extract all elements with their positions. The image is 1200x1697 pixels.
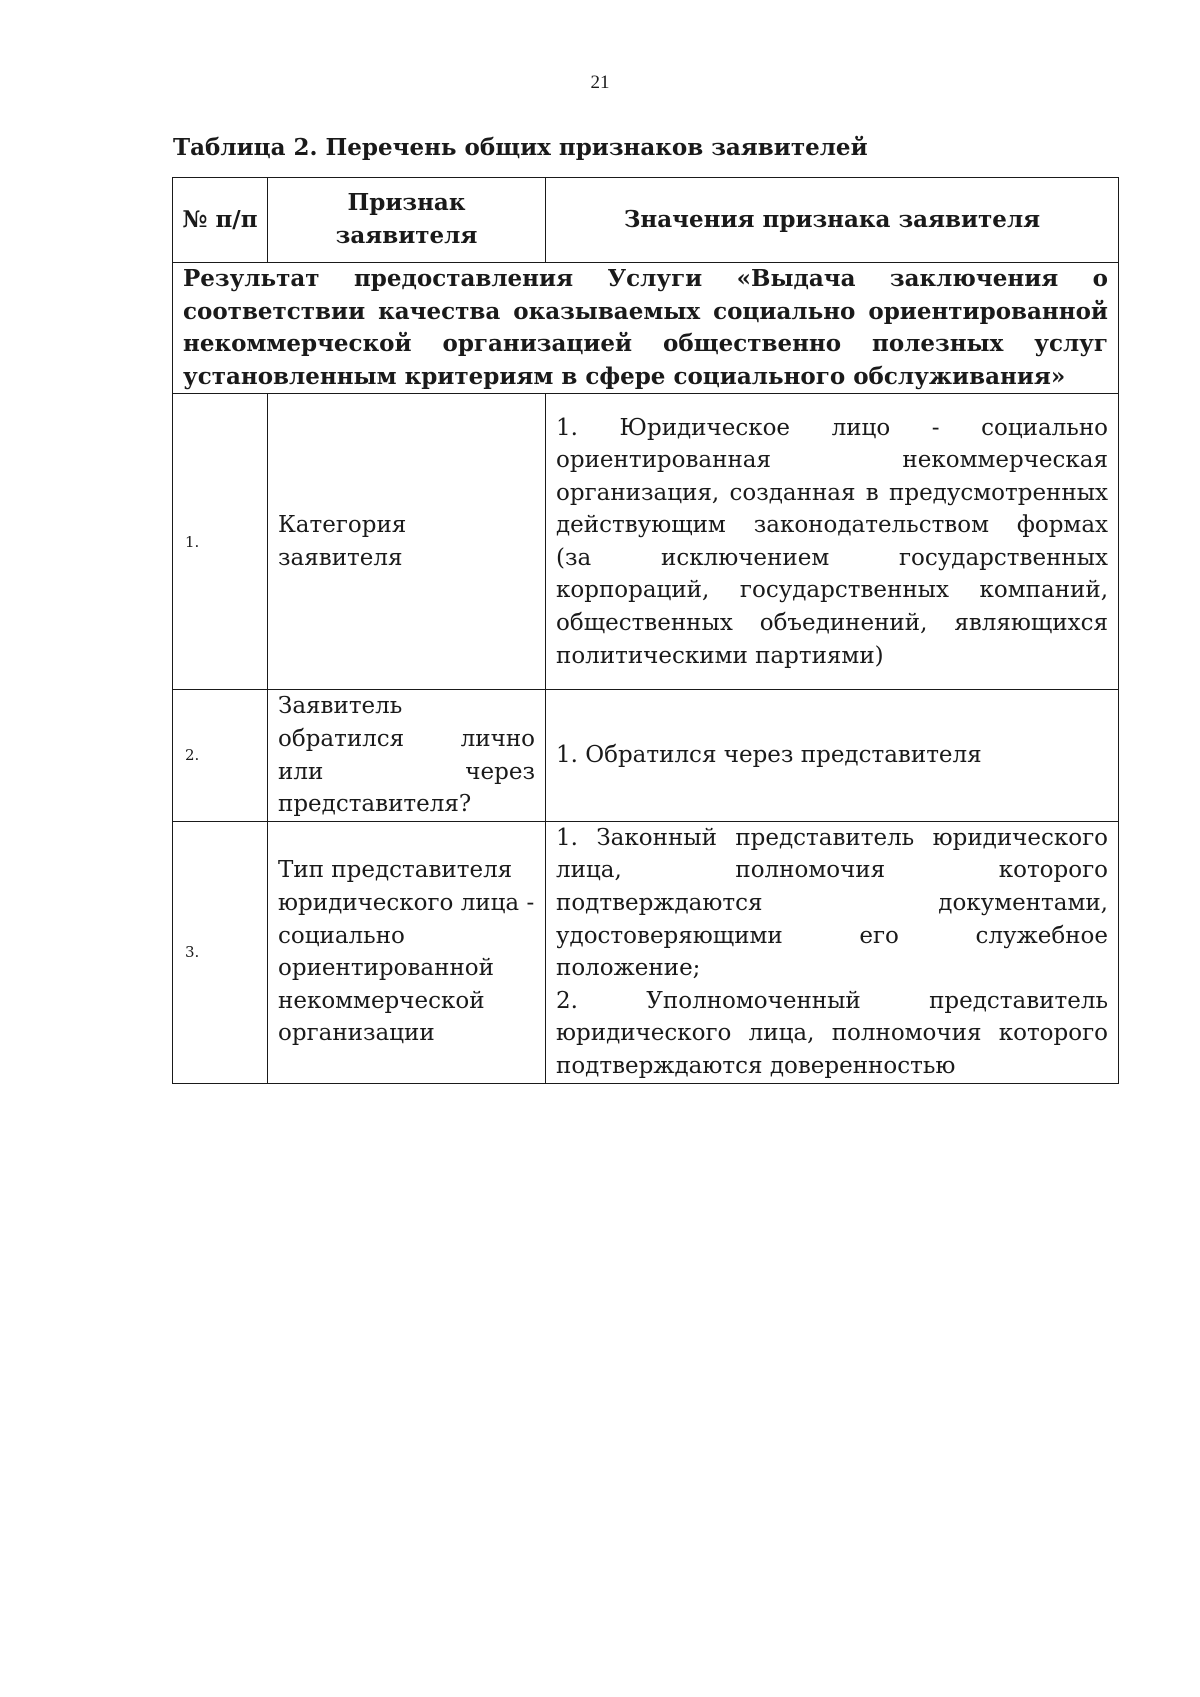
row-value: 1. Обратился через представителя [556, 742, 982, 769]
row-number: 2. [173, 690, 268, 821]
section-title: Результат предоставления Услуги «Выдача заключения о соответствии качества оказываемых социально ориентированной некоммерческой организацией общественно полезных услуг установленным критериям в сфере социального обслуживания» [173, 263, 1119, 394]
page-number: 21 [590, 72, 610, 93]
table-row [173, 821, 1119, 1083]
row-values [546, 821, 1119, 1083]
row-attribute: Заявитель обратился лично или через представителя? [268, 690, 546, 821]
table-row [173, 690, 1119, 821]
row-value: 1. Законный представитель юридического лица, полномочия которого подтверждаются документами, удостоверяющими его служебное положение; [556, 824, 1108, 982]
header-num: № п/п [173, 178, 268, 263]
row-attribute: Тип представителя юридического лица - социально ориентированной некоммерческой организации [268, 821, 546, 1083]
row-values [546, 690, 1119, 821]
row-number: 1. [173, 394, 268, 690]
applicant-attributes-table [172, 177, 1119, 1084]
row-value: 1. Юридическое лицо - социально ориентированная некоммерческая организация, созданная в предусмотренных действующим законодательством формах (за исключением государственных корпораций, государственных компаний, общественных объединений, являющихся политическими партиями) [556, 414, 1108, 669]
section-row [173, 263, 1119, 394]
row-attribute: Категория заявителя [268, 394, 546, 690]
row-values [546, 394, 1119, 690]
header-attribute: Признак заявителя [268, 178, 546, 263]
header-values: Значения признака заявителя [546, 178, 1119, 263]
table-row [173, 394, 1119, 690]
row-number: 3. [173, 821, 268, 1083]
table-title: Таблица 2. Перечень общих признаков заявителей [173, 134, 868, 161]
row-value: 2. Уполномоченный представитель юридического лица, полномочия которого подтверждаются доверенностью [556, 987, 1108, 1079]
table-header-row [173, 178, 1119, 263]
